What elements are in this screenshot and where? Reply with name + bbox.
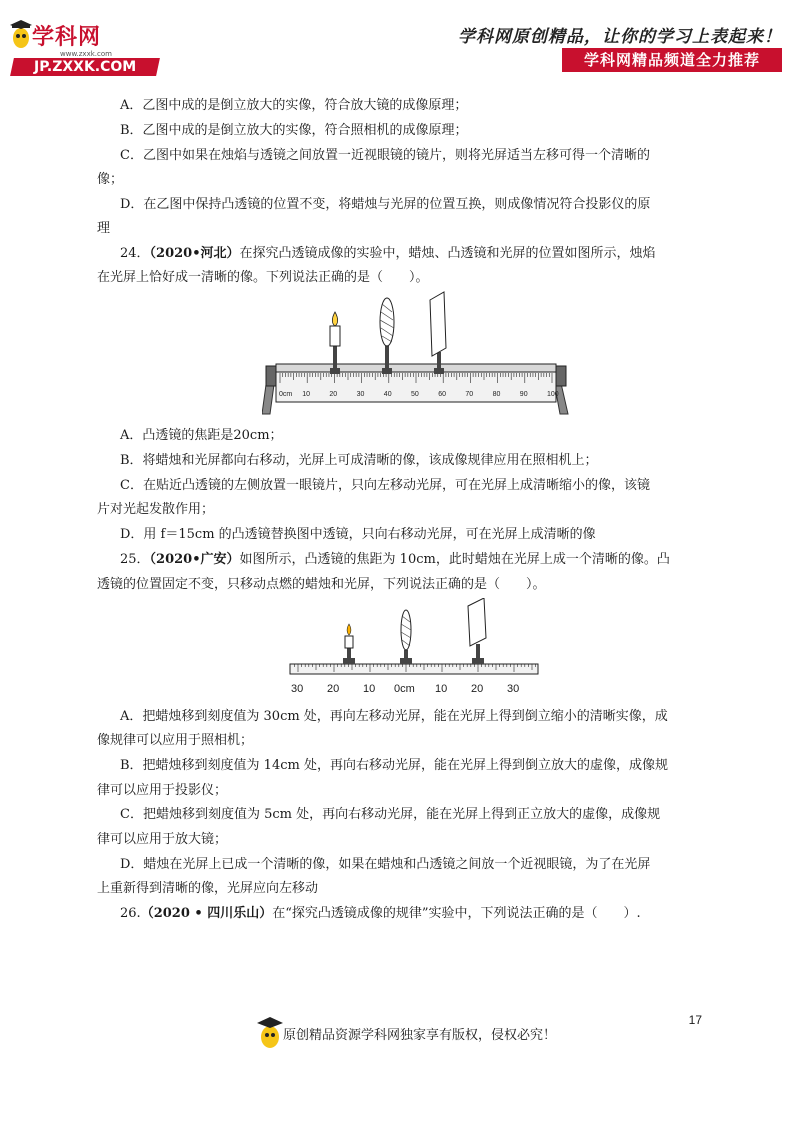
q25-option-b: B．把蜡烛移到刻度值为 14cm 处，再向右移动光屏，能在光屏上得到倒立放大的虚像，成像规	[120, 758, 668, 773]
mascot-icon	[10, 20, 32, 50]
ruler-label: 60	[438, 391, 446, 398]
header-slogan: 学科网原创精品，让你的学习上表起来！	[458, 27, 782, 47]
ruler-label: 10	[435, 683, 448, 695]
ruler-label: 0cm	[394, 683, 415, 695]
q25-option-c: C．把蜡烛移到刻度值为 5cm 处，再向右移动光屏，能在光屏上得到正立放大的虚像，成像规	[120, 807, 661, 822]
site-logo[interactable]	[10, 20, 160, 76]
q24-option-c-cont: 片对光起发散作用；	[97, 502, 215, 517]
logo-url-bar: JP.ZXXK.COM	[10, 58, 160, 76]
q25-option-a: A．把蜡烛移到刻度值为 30cm 处，再向左移动光屏，能在光屏上得到倒立缩小的清晰实像，成	[120, 709, 668, 724]
q25-option-d-cont: 上重新得到清晰的像，光屏应向左移动	[97, 881, 319, 896]
footer-copyright: 原创精品资源学科网独家享有版权，侵权必究！	[283, 1028, 557, 1043]
q25-option-d: D．蜡烛在光屏上已成一个清晰的像，如果在蜡烛和凸透镜之间放一个近视眼镜，为了在光屏	[120, 857, 651, 872]
header-tagline: 学科网精品频道全力推荐	[562, 48, 782, 72]
q23-option-a: A．乙图中成的是倒立放大的实像，符合放大镜的成像原理；	[120, 98, 468, 113]
q24-stem-line2: 在光屏上恰好成一清晰的像。下列说法正确的是（ ）。	[97, 270, 429, 285]
ruler-label: 90	[519, 391, 528, 398]
q24-option-a: A．凸透镜的焦距是20cm；	[120, 428, 283, 443]
ruler-label: 10	[302, 391, 310, 398]
ruler-label: 40	[383, 391, 392, 398]
ruler-label: 30	[356, 391, 365, 398]
q24-option-d: D．用 f＝15cm 的凸透镜替换图中透镜，只向右移动光屏，可在光屏上成清晰的像	[120, 527, 596, 542]
q25-stem-line1: 25．（2020•广安）如图所示，凸透镜的焦距为 10cm，此时蜡烛在光屏上成一个清晰的像。凸	[120, 552, 670, 567]
convex-lens-icon	[400, 610, 412, 664]
mascot-icon	[257, 1015, 283, 1049]
q25-option-a-cont: 像规律可以应用于照相机；	[97, 733, 254, 748]
ruler-label: 80	[492, 391, 501, 398]
q23-option-b: B．乙图中成的是倒立放大的实像，符合照相机的成像原理；	[120, 123, 468, 138]
q24-stem-line1: 24．（2020•河北）在探究凸透镜成像的实验中，蜡烛、凸透镜和光屏的位置如图所示，烛焰	[120, 246, 656, 261]
q23-option-c-cont: 像；	[97, 172, 124, 187]
ruler-label: 100	[547, 391, 559, 398]
q23-option-d: D．在乙图中保持凸透镜的位置不变，将蜡烛与光屏的位置互换，则成像情况符合投影仪的原	[120, 197, 651, 212]
light-screen-icon	[468, 598, 486, 664]
ruler-label: 0cm	[279, 391, 293, 398]
page-number: 17	[688, 1013, 702, 1027]
q23-option-c: C．乙图中如果在烛焰与透镜之间放置一近视眼镜的镜片，则将光屏适当左移可得一个清晰的	[120, 148, 650, 163]
light-screen-icon	[430, 292, 446, 374]
ruler-label: 10	[363, 683, 376, 695]
convex-lens-icon	[380, 298, 394, 374]
ruler-label: 30	[507, 683, 520, 695]
ruler-label: 20	[329, 391, 338, 398]
q23-option-d-cont: 理	[97, 221, 111, 236]
q25-stem-line2: 透镜的位置固定不变，只移动点燃的蜡烛和光屏，下列说法正确的是（ ）。	[97, 577, 546, 592]
q24-option-b: B．将蜡烛和光屏都向右移动，光屏上可成清晰的像，该成像规律应用在照相机上；	[120, 453, 598, 468]
ruler-label: 70	[465, 391, 474, 398]
q26-stem: 26.（2020 • 四川乐山）在“探究凸透镜成像的规律”实验中，下列说法正确的是（ ）.	[120, 906, 641, 921]
q25-option-b-cont: 律可以应用于投影仪；	[97, 783, 228, 798]
q25-optical-bench-figure	[288, 598, 542, 698]
ruler-label: 50	[411, 391, 419, 398]
q25-option-c-cont: 律可以应用于放大镜；	[97, 832, 228, 847]
ruler-label: 30	[291, 683, 304, 695]
q24-option-c: C．在贴近凸透镜的左侧放置一眼镜片，只向左移动光屏，可在光屏上成清晰缩小的像，该镜	[120, 478, 650, 493]
ruler-label: 20	[471, 683, 484, 695]
candle-icon	[343, 624, 355, 664]
q24-optical-bench-figure	[262, 290, 572, 418]
ruler-label: 20	[327, 683, 340, 695]
logo-text: 学科网	[32, 25, 102, 50]
logo-small-url: www.zxxk.com	[60, 50, 112, 58]
